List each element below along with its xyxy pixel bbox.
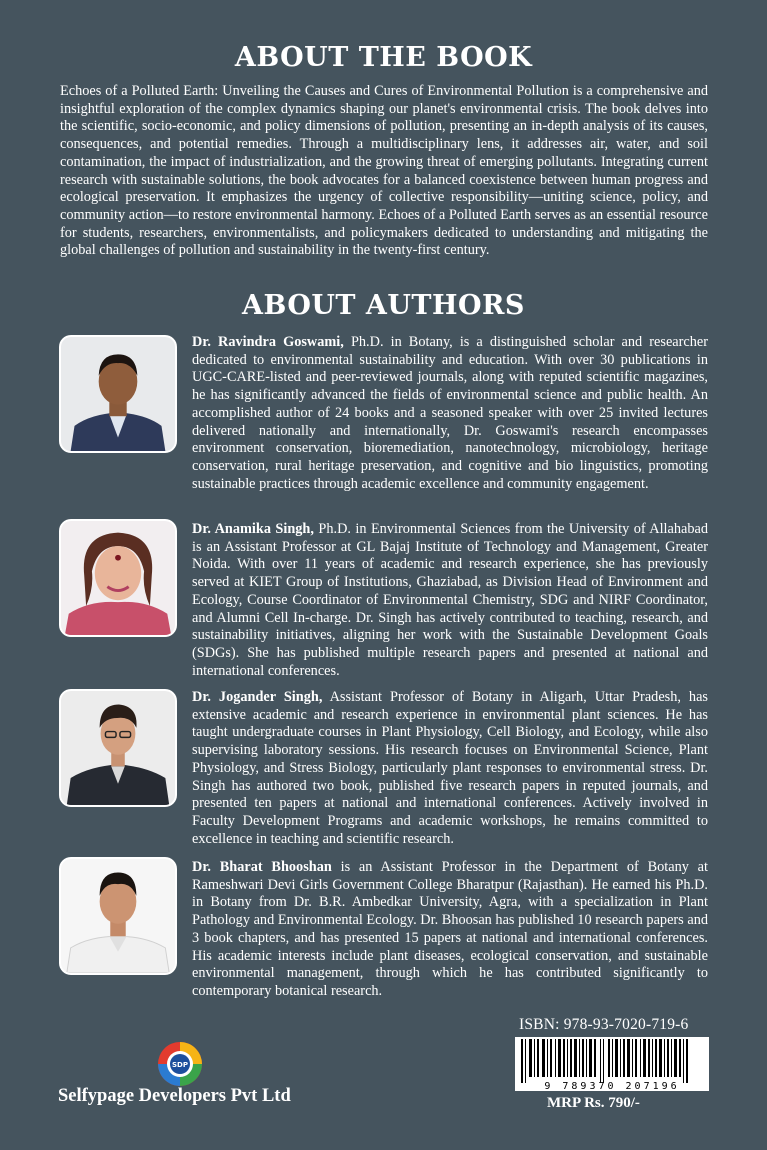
mrp-price: MRP Rs. 790/-: [547, 1095, 640, 1111]
isbn-label: ISBN: 978-93-7020-719-6: [519, 1016, 689, 1033]
barcode: [515, 1037, 709, 1091]
author-photo-jogander-singh: [59, 689, 177, 807]
author-bio-bharat-bhooshan: [192, 859, 708, 1001]
author-bio-jogander-singh: [192, 689, 708, 848]
publisher-name: Selfypage Developers Pvt Ltd: [58, 1086, 291, 1106]
author-photo-ravindra-goswami: [59, 335, 177, 453]
about-book-heading: ABOUT THE BOOK: [234, 42, 533, 73]
publisher-logo-icon: [156, 1040, 204, 1088]
author-bio-text: Ph.D. in Environmental Sciences from the University of Allahabad is an Assistant Professor at GL Bajaj Institute of Technology and Management, Greater Noida. With over 11 years of academic and research experience, she has previously served at KIET Group of Institutions, Ghaziabad, as Division Head of Environment and Ecology, Course Coordinator of Environmental Chemistry, SDG and NIRF Coordinator, and Alumni Cell In-charge. Dr. Singh has actively contributed to teaching, research, and sustainability initiatives, aligning her work with the Sustainable Development Goals (SDGs). She has published multiple research papers and presented at national and international conferences.: [192, 521, 708, 679]
author-photo-anamika-singh: [59, 519, 177, 637]
barcode-digits: 9 789370 207196: [544, 1081, 680, 1091]
author-bio-text: Ph.D. in Botany, is a distinguished scholar and researcher dedicated to environmental sustainability and education. With over 30 publications in UGC-CARE-listed and peer-reviewed journals, along with reputed scientific magazines, he has significantly advanced the fields of environmental science and public health. An accomplished author of 24 books and a seasoned speaker with over 25 invited lectures delivered nationally and internationally, Dr. Goswami's research encompasses environment conservation, bioremediation, nanotechnology, microbiology, heritage conservation, rural heritage preservation, and cognitive and bio linguistics, promoting sustainable practices through academic excellence and community engagement.: [192, 334, 709, 492]
author-bio-ravindra-goswami: [192, 334, 708, 493]
author-bio-anamika-singh: [192, 521, 708, 680]
author-name: Dr. Bharat Bhooshan: [192, 859, 332, 875]
author-name: Dr. Anamika Singh,: [192, 521, 314, 537]
author-name: Dr. Jogander Singh,: [192, 689, 323, 705]
author-photo-bharat-bhooshan: [59, 857, 177, 975]
author-name: Dr. Ravindra Goswami,: [192, 334, 344, 350]
author-bio-text: Assistant Professor of Botany in Aligarh, Uttar Pradesh, has extensive academic and research experience in environmental plant sciences. He has taught undergraduate courses in Plant Physiology, Cell Biology, and Ecology, while also supervising laboratory sessions. His research focuses on Environmental Science, Plant Physiology, and Stress Biology, particularly plant responses to environmental stress. Dr. Singh has authored two book, published five research papers in reputed journals, and presented ten papers at national and international conferences. Actively involved in Faculty Development Programs and academic workshops, he remains committed to excellence in teaching and scientific research.: [192, 689, 708, 847]
svg-text:SDP: SDP: [172, 1061, 188, 1069]
author-bio-text: is an Assistant Professor in the Department of Botany at Rameshwari Devi Girls Government College Bharatpur (Rajasthan). He earned his Ph.D. in Botany from Dr. B.R. Ambedkar University, Agra, with a specialization in Plant Pathology and Environmental Ecology. Dr. Bhoosan has published 10 research papers and 3 book chapters, and has presented 15 papers at national and international conferences. His academic interests include plant diseases, ecological conservation, and sustainable environmental management, through which he has contributed significantly to contemporary botanical research.: [192, 859, 708, 999]
about-authors-heading: ABOUT AUTHORS: [242, 290, 525, 321]
about-book-text: Echoes of a Polluted Earth: Unveiling the Causes and Cures of Environmental Pollution is a comprehensive and insightful exploration of the complex dynamics shaping our planet's environmental crisis. The book delves into the scientific, socio-economic, and policy dimensions of pollution, presenting an in-depth analysis of its causes, consequences, and potential remedies. Through a multidisciplinary lens, it addresses air, water, and soil contamination, the impact of industrialization, and the growing threat of emerging pollutants. Integrating current research with sustainable solutions, the book advocates for a balanced coexistence between human progress and ecological preservation. It emphasizes the urgency of collective responsibility—uniting science, policy, and community action—to restore environmental harmony. Echoes of a Polluted Earth serves as an essential resource for students, researchers, environmentalists, and policymakers dedicated to understanding and mitigating the global challenges of pollution and sustainability in the twenty-first century.: [60, 83, 708, 259]
